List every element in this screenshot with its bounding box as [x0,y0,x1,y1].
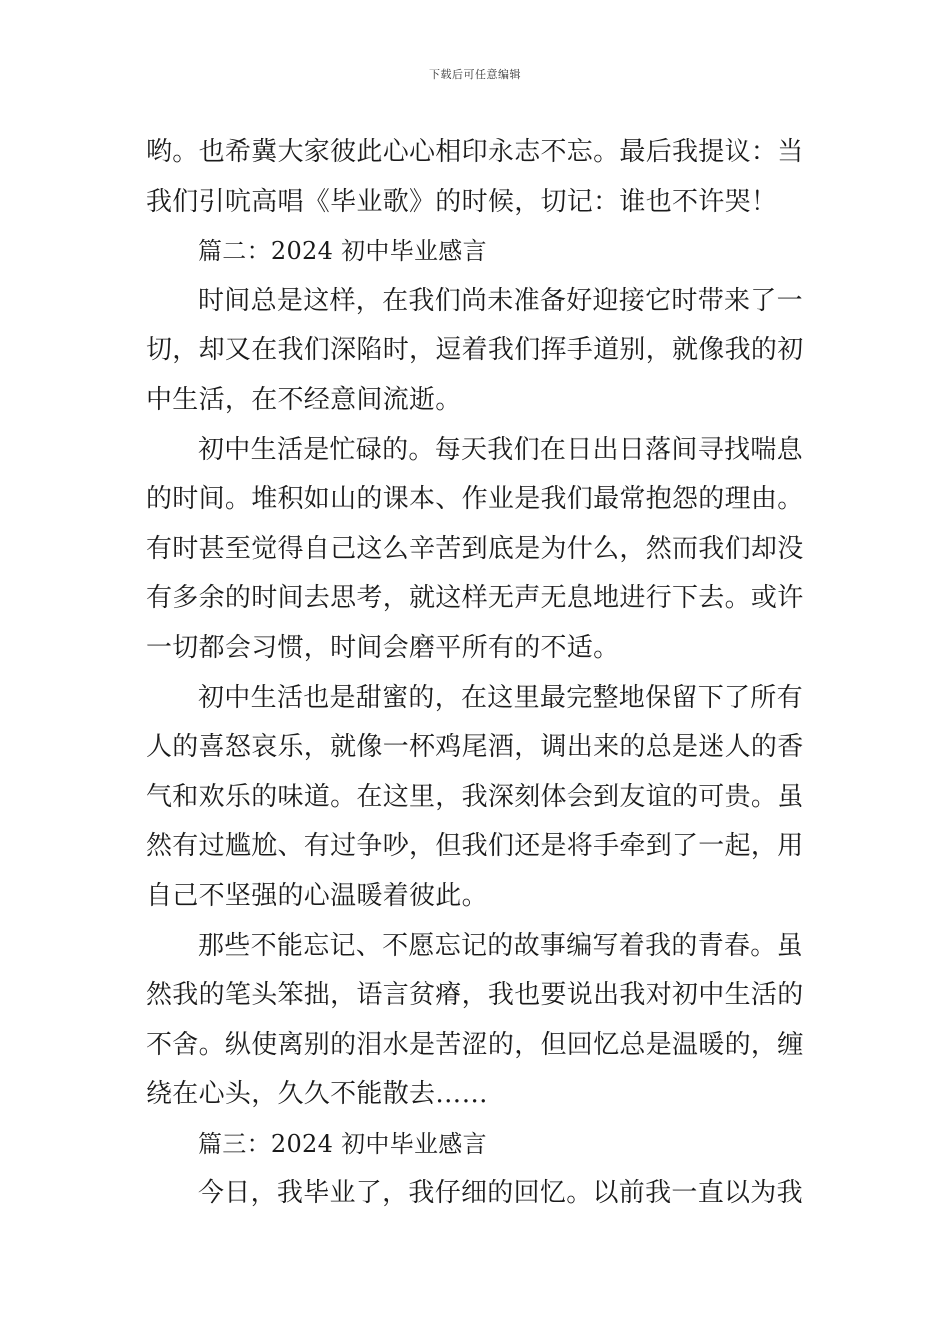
text-line: 然我的笔头笨拙，语言贫瘠，我也要说出我对初中生活的 [146,980,804,1011]
page-header-note: 下载后可任意编辑 [429,68,521,81]
text-line: 绕在心头，久久不能散去…… [146,1079,488,1110]
text-line: 初中生活也是甜蜜的，在这里最完整地保留下了所有 [198,682,803,713]
text-line: 初中生活是忙碌的。每天我们在日出日落间寻找喘息 [198,434,803,465]
text-line: 气和欢乐的味道。在这里，我深刻体会到友谊的可贵。虽 [146,781,804,812]
text-line: 自己不坚强的心温暖着彼此。 [146,880,488,911]
document-body [146,128,810,1219]
text-line: 切，却又在我们深陷时，逗着我们挥手道别，就像我的初 [146,335,804,366]
section-heading: 篇二：2024 初中毕业感言 [198,237,487,266]
text-line: 人的喜怒哀乐，就像一杯鸡尾酒，调出来的总是迷人的香 [146,732,804,763]
text-line: 今日，我毕业了，我仔细的回忆。以前我一直以为我 [198,1178,803,1209]
text-line: 那些不能忘记、不愿忘记的故事编写着我的青春。虽 [198,930,803,961]
text-line: 有多余的时间去思考，就这样无声无息地进行下去。或许 [146,583,804,614]
section-heading: 篇三：2024 初中毕业感言 [198,1129,487,1158]
text-line: 的时间。堆积如山的课本、作业是我们最常抱怨的理由。 [146,484,804,515]
text-line: 我们引吭高唱《毕业歌》的时候，切记：谁也不许哭！ [146,186,778,217]
text-line: 哟。也希冀大家彼此心心相印永志不忘。最后我提议：当 [146,137,804,167]
text-line: 一切都会习惯，时间会磨平所有的不适。 [146,632,620,663]
text-line: 有时甚至觉得自己这么辛苦到底是为什么，然而我们却没 [146,533,804,564]
text-line: 中生活，在不经意间流逝。 [146,384,462,415]
text-line: 不舍。纵使离别的泪水是苦涩的，但回忆总是温暖的，缠 [146,1029,804,1060]
text-line: 然有过尴尬、有过争吵，但我们还是将手牵到了一起，用 [146,831,804,862]
text-line: 时间总是这样，在我们尚未准备好迎接它时带来了一 [198,285,803,316]
